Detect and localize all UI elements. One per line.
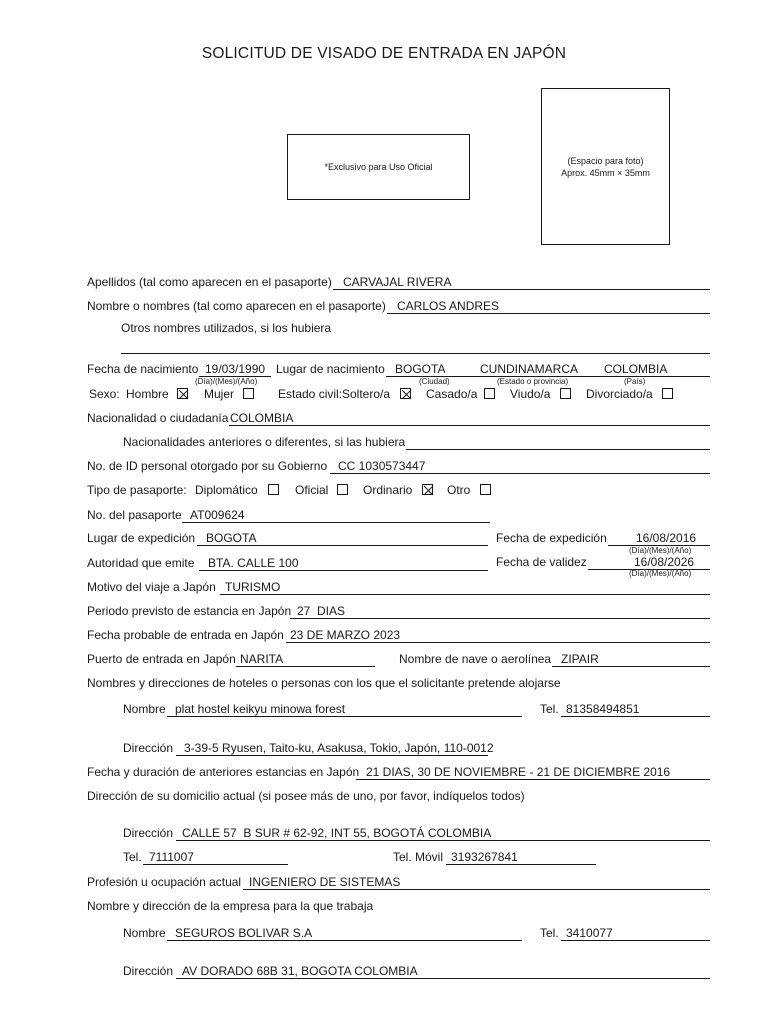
no-pasaporte-line: [182, 522, 490, 523]
domicilio-movil-label: Tel. Móvil: [393, 850, 444, 864]
empresa-direccion-label: Dirección: [123, 964, 174, 978]
motivo-label: Motivo del viaje a Japón: [87, 580, 216, 594]
hotel-direccion-line: [176, 755, 488, 756]
check-x-icon: [423, 485, 434, 496]
page-title: SOLICITUD DE VISADO DE ENTRADA EN JAPÓN: [201, 45, 567, 62]
motivo-line: [220, 594, 710, 595]
estado-hint: (Estado o provincia): [497, 377, 569, 386]
no-pasaporte-field[interactable]: AT009624: [190, 508, 245, 522]
fecha-nacimiento-hint: (Día)/(Mes)/(Año): [195, 377, 258, 386]
estancias-anteriores-field[interactable]: 21 DIAS, 30 DE NOVIEMBRE - 21 DE DICIEMBRE 2016: [366, 765, 671, 779]
diplomatico-checkbox[interactable]: [268, 484, 279, 495]
soltero-checkbox[interactable]: [400, 388, 411, 399]
estancias-anteriores-line: [356, 779, 710, 780]
domicilio-label: Dirección de su domicilio actual (si posee más de uno, por favor, indíquelos todos): [87, 789, 525, 803]
diplomatico-label: Diplomático: [195, 483, 258, 497]
official-use-box: [287, 134, 470, 200]
domicilio-movil-line: [446, 864, 596, 865]
viudo-label: Viudo/a: [510, 387, 551, 401]
profesion-field[interactable]: INGENIERO DE SISTEMAS: [249, 875, 401, 889]
ciudad-nacimiento-field[interactable]: BOGOTA: [395, 362, 446, 376]
fecha-entrada-line: [286, 642, 710, 643]
pais-nacimiento-field[interactable]: COLOMBIA: [604, 362, 668, 376]
empresa-tel-field[interactable]: 3410077: [566, 926, 613, 940]
divorciado-checkbox[interactable]: [662, 388, 673, 399]
fecha-validez-field[interactable]: 16/08/2026: [634, 555, 695, 569]
empresa-tel-line: [561, 940, 710, 941]
periodo-field[interactable]: 27 DIAS: [297, 604, 346, 618]
no-pasaporte-label: No. del pasaporte: [87, 508, 182, 522]
domicilio-direccion-label: Dirección: [123, 826, 174, 840]
nave-label: Nombre de nave o aerolínea: [399, 652, 552, 666]
nacionalidad-field[interactable]: COLOMBIA: [230, 411, 294, 425]
lugar-nacimiento-label: Lugar de nacimiento: [276, 362, 385, 376]
empresa-direccion-field[interactable]: AV DORADO 68B 31, BOGOTA COLOMBIA: [182, 964, 418, 978]
oficial-label: Oficial: [295, 483, 329, 497]
nombres-field[interactable]: CARLOS ANDRES: [397, 299, 500, 313]
domicilio-tel-line: [143, 864, 288, 865]
ordinario-checkbox[interactable]: [422, 484, 433, 495]
hotel-direccion-field[interactable]: 3-39-5 Ryusen, Taito-ku, Asakusa, Tokio, Japón, 110-0012: [184, 741, 494, 755]
periodo-label: Periodo previsto de estancia en Japón: [87, 604, 292, 618]
nave-line: [552, 666, 710, 667]
hotel-nombre-field[interactable]: plat hostel keikyu minowa forest: [175, 702, 346, 716]
casado-label: Casado/a: [426, 387, 478, 401]
tipo-pasaporte-label: Tipo de pasaporte:: [87, 483, 187, 497]
fecha-entrada-label: Fecha probable de entrada en Japón: [87, 628, 284, 642]
fecha-expedicion-field[interactable]: 16/08/2016: [636, 531, 697, 545]
lugar-expedicion-label: Lugar de expedición: [87, 531, 196, 545]
fecha-nacimiento-field[interactable]: 19/03/1990: [205, 362, 266, 376]
puerto-line: [236, 666, 375, 667]
divorciado-label: Divorciado/a: [586, 387, 653, 401]
nave-field[interactable]: ZIPAIR: [561, 652, 599, 666]
photo-box: [541, 88, 670, 245]
oficial-checkbox[interactable]: [337, 484, 348, 495]
photo-box-line2: Aprox. 45mm × 35mm: [561, 167, 650, 178]
hotel-tel-field[interactable]: 81358494851: [566, 702, 640, 716]
hotel-tel-label: Tel.: [540, 702, 559, 716]
id-personal-line: [330, 473, 710, 474]
nacionalidad-label: Nacionalidad o ciudadanía: [87, 411, 229, 425]
profesion-line: [243, 889, 710, 890]
nombres-line: [387, 313, 710, 314]
nacionalidad-line: [229, 425, 710, 426]
check-x-icon: [401, 389, 412, 400]
lugar-expedicion-line: [197, 545, 488, 546]
soltero-label: Soltero/a: [342, 387, 391, 401]
otros-nombres-label: Otros nombres utilizados, si los hubiera: [121, 321, 332, 335]
hotel-direccion-label: Dirección: [123, 741, 174, 755]
estado-civil-label: Estado civil:: [278, 387, 343, 401]
autoridad-field[interactable]: BTA. CALLE 100: [208, 556, 299, 570]
ordinario-label: Ordinario: [363, 483, 413, 497]
empresa-tel-label: Tel.: [540, 926, 559, 940]
hotel-nombre-label: Nombre: [123, 702, 166, 716]
fecha-entrada-field[interactable]: 23 DE MARZO 2023: [290, 628, 401, 642]
casado-checkbox[interactable]: [484, 388, 495, 399]
otro-label: Otro: [447, 483, 471, 497]
domicilio-tel-field[interactable]: 7111007: [149, 850, 194, 864]
id-personal-label: No. de ID personal otorgado por su Gobierno: [87, 459, 328, 473]
domicilio-movil-field[interactable]: 3193267841: [451, 850, 518, 864]
empresa-nombre-field[interactable]: SEGUROS BOLIVAR S.A: [175, 926, 313, 940]
official-use-text: *Exclusivo para Uso Oficial: [324, 162, 433, 172]
check-x-icon: [178, 389, 189, 400]
hotel-tel-line: [561, 716, 710, 717]
nacionalidades-anteriores-line: [406, 449, 710, 450]
fecha-expedicion-hint: (Día)/(Mes)/(Año): [629, 546, 692, 555]
hombre-label: Hombre: [126, 387, 169, 401]
fecha-validez-label: Fecha de validez: [496, 555, 587, 569]
empresa-nombre-label: Nombre: [123, 926, 166, 940]
photo-box-line1: (Espacio para foto): [567, 155, 644, 166]
otro-checkbox[interactable]: [480, 484, 491, 495]
ciudad-hint: (Ciudad): [419, 377, 450, 386]
empresa-label: Nombre y dirección de la empresa para la que trabaja: [87, 899, 374, 913]
periodo-line: [290, 618, 710, 619]
mujer-label: Mujer: [204, 387, 235, 401]
lugar-expedicion-field[interactable]: BOGOTA: [206, 531, 257, 545]
estancias-anteriores-label: Fecha y duración de anteriores estancias en Japón: [87, 765, 360, 779]
id-personal-field[interactable]: CC 1030573447: [338, 459, 426, 473]
fecha-validez-hint: (Día)/(Mes)/(Año): [629, 569, 692, 578]
empresa-nombre-line: [167, 940, 522, 941]
nacionalidades-anteriores-label: Nacionalidades anteriores o diferentes, si las hubiera: [123, 435, 406, 449]
motivo-field[interactable]: TURISMO: [225, 580, 281, 594]
autoridad-line: [199, 570, 488, 571]
estado-nacimiento-field[interactable]: CUNDINAMARCA: [480, 362, 579, 376]
domicilio-tel-label: Tel.: [123, 850, 142, 864]
domicilio-direccion-field[interactable]: CALLE 57 B SUR # 62-92, INT 55, BOGOTÁ COLOMBIA: [182, 826, 492, 840]
otros-nombres-line: [121, 353, 710, 354]
nombres-label: Nombre o nombres (tal como aparecen en el pasaporte): [87, 299, 386, 313]
empresa-direccion-line: [176, 978, 710, 979]
apellidos-line: [333, 289, 710, 290]
domicilio-direccion-line: [176, 840, 710, 841]
hotel-nombre-line: [167, 716, 522, 717]
puerto-label: Puerto de entrada en Japón: [87, 652, 236, 666]
hombre-checkbox[interactable]: [177, 388, 188, 399]
pais-hint: (País): [624, 377, 646, 386]
fecha-nacimiento-label: Fecha de nacimiento: [87, 362, 199, 376]
apellidos-label: Apellidos (tal como aparecen en el pasaporte): [87, 275, 332, 289]
apellidos-field[interactable]: CARVAJAL RIVERA: [343, 275, 452, 289]
viudo-checkbox[interactable]: [560, 388, 571, 399]
mujer-checkbox[interactable]: [243, 388, 254, 399]
hoteles-label: Nombres y direcciones de hoteles o personas con los que el solicitante pretende alojarse: [87, 676, 561, 690]
profesion-label: Profesión u ocupación actual: [87, 875, 242, 889]
autoridad-label: Autoridad que emite: [87, 556, 195, 570]
puerto-field[interactable]: NARITA: [240, 652, 284, 666]
sexo-label: Sexo:: [89, 387, 120, 401]
fecha-expedicion-label: Fecha de expedición: [496, 531, 607, 545]
